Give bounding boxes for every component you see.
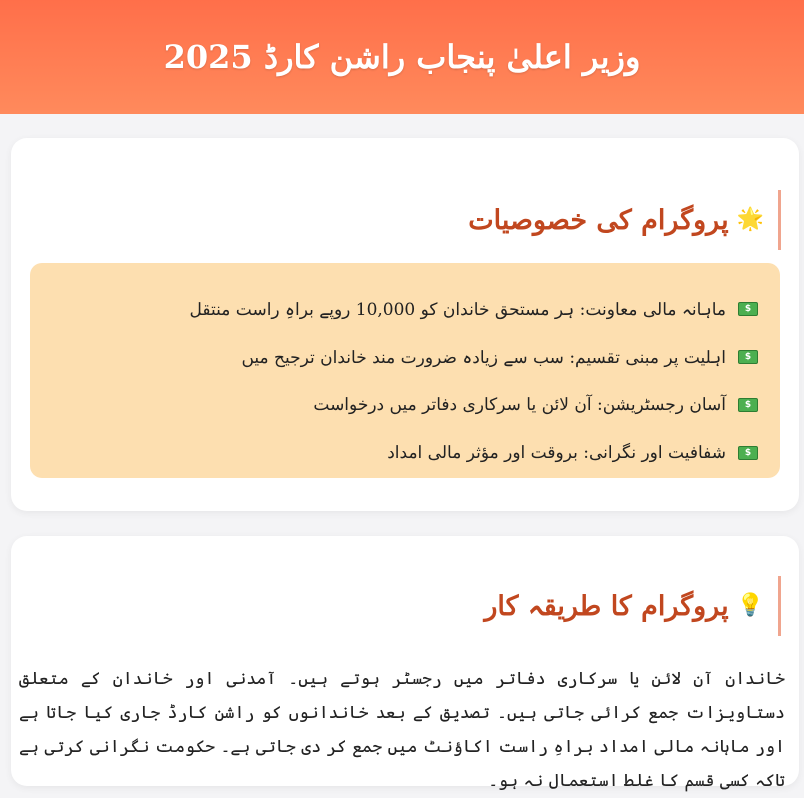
- list-item: [52, 333, 758, 381]
- method-description: خاندان آن لائن یا سرکاری دفاتر میں رجسٹر ہوتے ہیں۔ آمدنی اور خاندان کے متعلق دستاویزات جمع کرائی جاتی ہیں۔ تصدیق کے بعد خاندانوں کو راشن کارڈ جاری کیا جاتا ہے اور ماہانہ مالی امداد براہِ راست اکاؤنٹ میں جمع کر دی جاتی ہے۔ حکومت نگرانی کرتی ہے تاکہ کسی قسم کا غلط استعمال نہ ہو۔: [19, 669, 785, 791]
- list-item: [52, 381, 758, 429]
- method-card: [11, 536, 799, 791]
- list-item: [52, 429, 758, 477]
- features-card: [11, 138, 799, 511]
- money-icon: $: [738, 446, 758, 460]
- page-header: [0, 0, 804, 114]
- features-section-title: پروگرام کی خصوصیات: [468, 204, 729, 236]
- money-icon: $: [738, 350, 758, 364]
- lightbulb-icon: 💡: [736, 593, 764, 618]
- star-icon: 🌟: [736, 207, 764, 232]
- money-icon: $: [738, 302, 758, 316]
- feature-text: آسان رجسٹریشن: آن لائن یا سرکاری دفاتر میں درخواست: [313, 395, 726, 415]
- features-list: [30, 263, 780, 478]
- method-section-title: پروگرام کا طریقہ کار: [484, 590, 729, 622]
- page-title: وزیر اعلیٰ پنجاب راشن کارڈ 2025: [163, 38, 641, 76]
- feature-text: ماہانہ مالی معاونت: ہر مستحق خاندان کو 10,000 روپے براہِ راست منتقل: [189, 299, 726, 320]
- list-item: [52, 285, 758, 333]
- feature-text: اہلیت پر مبنی تقسیم: سب سے زیادہ ضرورت مند خاندان ترجیح میں: [241, 347, 726, 368]
- feature-text: شفافیت اور نگرانی: بروقت اور مؤثر مالی امداد: [387, 443, 726, 463]
- money-icon: $: [738, 398, 758, 412]
- features-section-heading: [468, 190, 781, 250]
- method-section-heading: [484, 576, 781, 636]
